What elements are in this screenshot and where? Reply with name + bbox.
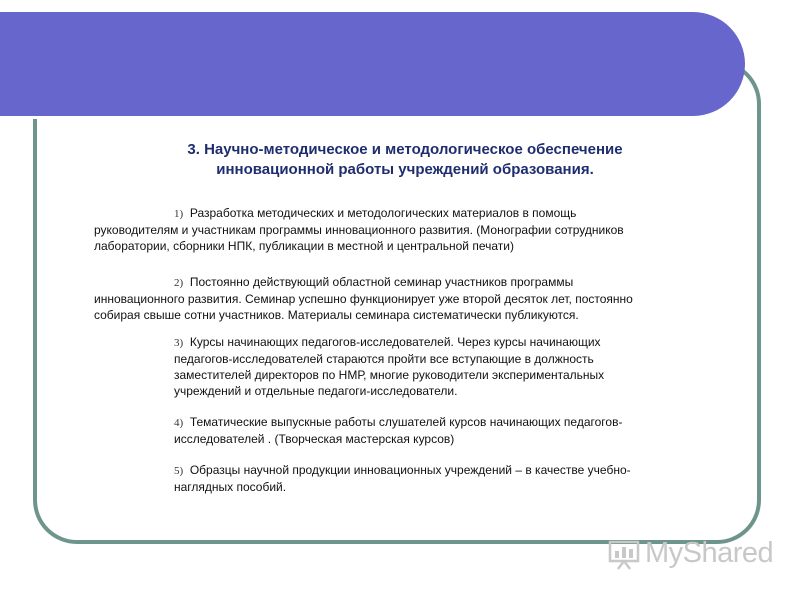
- presentation-board-icon: [607, 537, 641, 571]
- watermark: [607, 535, 772, 575]
- list-item-2: [94, 274, 633, 323]
- header-divider-line: [0, 116, 706, 119]
- list-item-line: педагогов-исследователей стараются пройти все вступающие в должность: [174, 352, 594, 366]
- list-item-line: Постоянно действующий областной семинар участников программы: [189, 275, 574, 289]
- watermark-text: MyShared: [645, 537, 774, 569]
- list-item-line: Курсы начинающих педагогов-исследователей. Через курсы начинающих: [189, 335, 601, 349]
- list-item-4: [174, 414, 622, 447]
- list-item-line: Образцы научной продукции инновационных учреждений – в качестве учебно-: [189, 463, 631, 477]
- list-item-number: 4): [174, 417, 184, 429]
- list-item-line: инновационного развития. Семинар успешно функционирует уже второй десяток лет, постоянно: [94, 292, 633, 306]
- list-item-line: исследователей . (Творческая мастерская курсов): [174, 432, 455, 446]
- list-item-number: 5): [174, 465, 184, 477]
- list-item-3: [174, 334, 604, 399]
- list-item-number: 2): [174, 277, 184, 289]
- slide-title-line-1: 3. Научно-методическое и методологическое обеспечение: [187, 141, 623, 158]
- slide-title: [100, 140, 710, 180]
- list-item-line: лаборатории, сборники НПК, публикации в местной и центральной печати): [94, 239, 514, 253]
- list-item-1: [94, 205, 624, 254]
- list-item-line: Разработка методических и методологических материалов в помощь: [189, 206, 577, 220]
- list-item-number: 1): [174, 208, 184, 220]
- list-item-line: наглядных пособий.: [174, 480, 287, 494]
- list-item-line: заместителей директоров по НМР, многие руководители экспериментальных: [174, 368, 605, 382]
- list-item-5: [174, 462, 631, 495]
- header-band: [0, 12, 745, 116]
- list-item-line: собирая свыше сотни участников. Материалы семинара систематически публикуются.: [94, 308, 579, 322]
- list-item-line: учреждений и отдельные педагоги-исследователи.: [174, 384, 458, 398]
- list-item-line: руководителям и участникам программы инновационного развития. (Монографии сотрудников: [94, 223, 624, 237]
- slide-title-line-2: инновационной работы учреждений образования.: [216, 161, 594, 178]
- list-item-line: Тематические выпускные работы слушателей курсов начинающих педагогов-: [189, 415, 623, 429]
- list-item-number: 3): [174, 337, 184, 349]
